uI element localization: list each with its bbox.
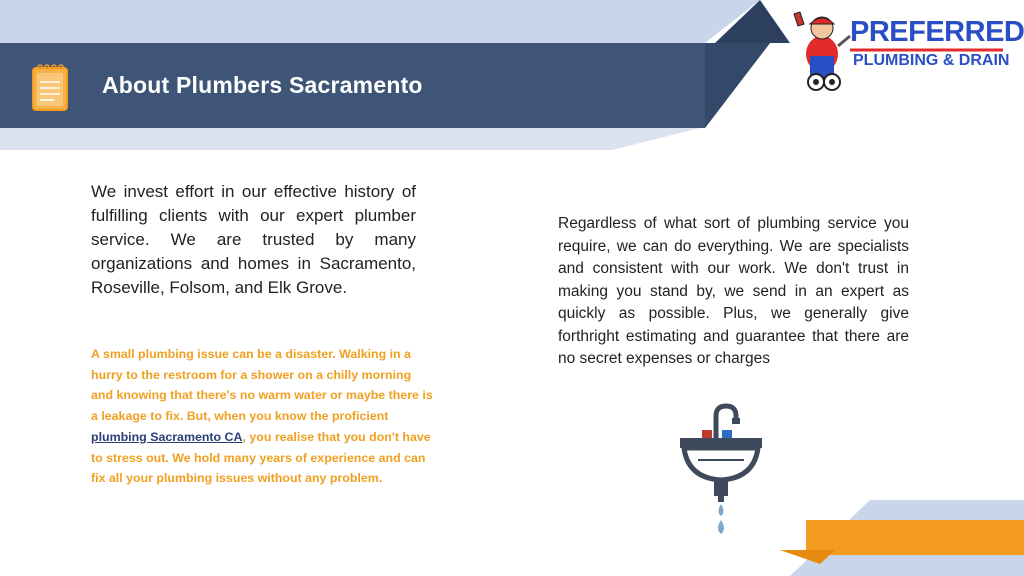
intro-paragraph: We invest effort in our effective history of fulfilling clients with our expert plumber service. We are trusted by many organizations and homes in Sacramento, Roseville, Folsom, and Elk Grove. bbox=[91, 182, 416, 297]
highlight-text-start: A small plumbing issue can be a disaster. Walking in a hurry to the restroom for a shower on a chilly morning and knowing that there's no warm water or maybe there is a leakage to fix. But, when you know the proficient bbox=[91, 347, 433, 424]
services-paragraph: Regardless of what sort of plumbing service you require, we can do everything. We are specialists and consistent with our work. We don't trust in making you stand by, we send in an expert as quickly as possible. Plus, we generally give forthright estimating and guarantee that there are no secret expenses or charges bbox=[558, 215, 909, 367]
header-accent bbox=[705, 43, 770, 128]
highlight-paragraph bbox=[91, 344, 436, 489]
plumbing-sacramento-link[interactable]: plumbing Sacramento CA bbox=[91, 429, 243, 444]
lower-light-band bbox=[0, 128, 700, 150]
bottom-orange-bar bbox=[806, 520, 1024, 555]
logo-brand-name: PREFERRED bbox=[850, 16, 1024, 48]
highlight-text-end: , you realise that you don't have to stress out. We hold many years of experience and can fix all your plumbing issues without any problem. bbox=[91, 429, 431, 486]
sink-icon bbox=[676, 402, 766, 536]
page-title: About Plumbers Sacramento bbox=[102, 72, 423, 98]
notepad-icon bbox=[30, 62, 70, 112]
top-light-band bbox=[0, 0, 760, 43]
logo-brand-subtitle: PLUMBING & DRAIN bbox=[853, 52, 1010, 69]
